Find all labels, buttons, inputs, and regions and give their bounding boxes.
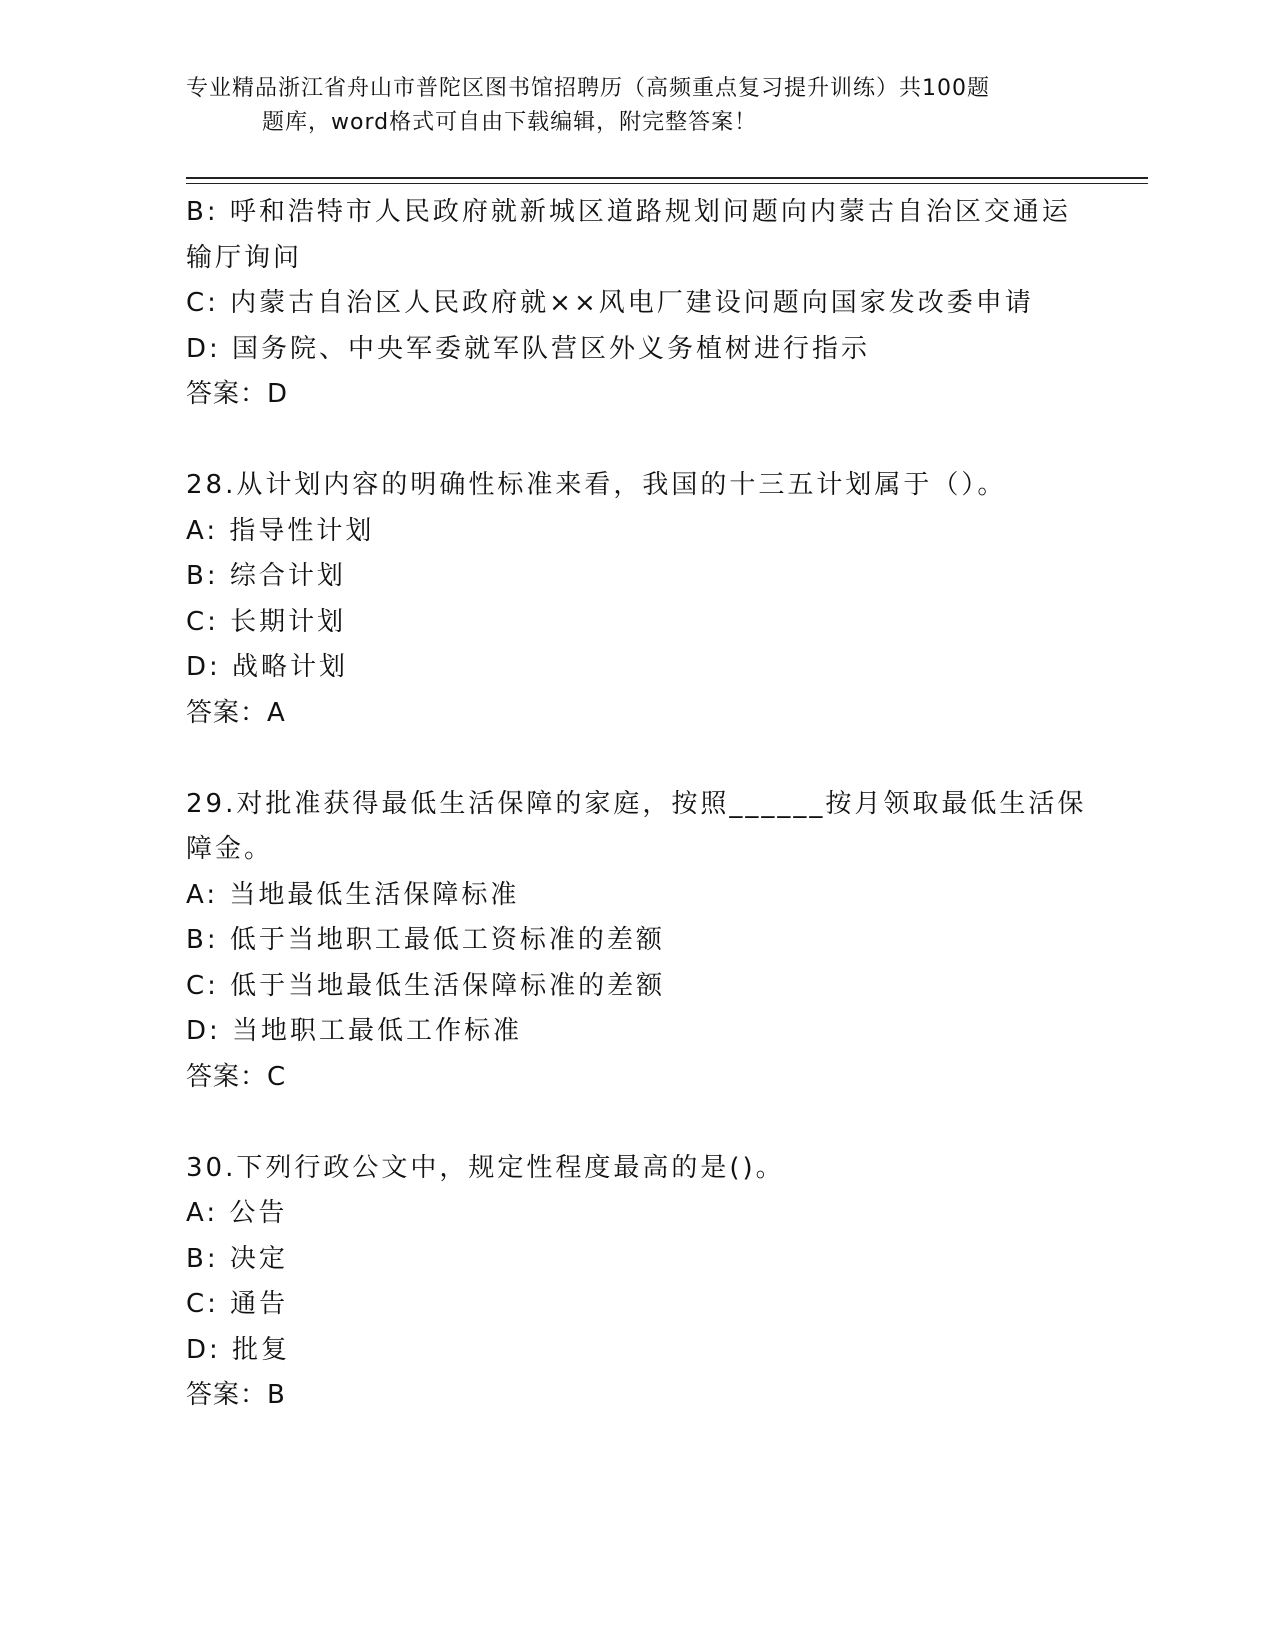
option-a: A: 当地最低生活保障标准 [186, 879, 520, 910]
spacer [186, 1100, 1086, 1146]
header-rule-thick [186, 177, 1148, 179]
question-stem: 30.下列行政公文中，规定性程度最高的是()。 [186, 1152, 785, 1183]
question-stem: 28.从计划内容的明确性标准来看，我国的十三五计划属于（）。 [186, 470, 1007, 500]
option-c: C: 低于当地最低生活保障标准的差额 [186, 970, 666, 1001]
header-title-line2: 题库，word格式可自由下载编辑，附完整答案！ [262, 110, 758, 135]
question-30 [186, 1146, 1086, 1419]
option-c: C: 通告 [186, 1289, 289, 1319]
question-28 [186, 463, 1086, 736]
question-content [186, 190, 1086, 1419]
option-b-continued: 输厅询问 [186, 242, 303, 273]
option-d: D: 战略计划 [186, 652, 349, 682]
answer: 答案：A [186, 697, 286, 728]
option-c: C: 内蒙古自治区人民政府就××风电厂建设问题向国家发改委申请 [186, 288, 1034, 318]
option-a: A: 指导性计划 [186, 515, 375, 546]
question-27-tail [186, 190, 1086, 418]
header-rule-thin [186, 183, 1148, 184]
question-29 [186, 782, 1086, 1101]
option-a: A: 公告 [186, 1198, 288, 1228]
option-b: B: 综合计划 [186, 561, 346, 591]
option-b: B: 决定 [186, 1243, 288, 1274]
answer: 答案：B [186, 1380, 286, 1410]
spacer [186, 736, 1086, 782]
header-title-line1: 专业精品浙江省舟山市普陀区图书馆招聘历（高频重点复习提升训练）共100题 [186, 76, 990, 101]
spacer [186, 418, 1086, 464]
question-stem-continued: 障金。 [186, 834, 274, 864]
option-d: D: 当地职工最低工作标准 [186, 1016, 523, 1046]
question-stem: 29.对批准获得最低生活保障的家庭，按照______按月领取最低生活保 [186, 788, 1087, 819]
option-b: B: 低于当地职工最低工资标准的差额 [186, 925, 665, 955]
option-c: C: 长期计划 [186, 606, 347, 637]
option-b: B: 呼和浩特市人民政府就新城区道路规划问题向内蒙古自治区交通运 [186, 197, 1071, 227]
answer: 答案：D [186, 379, 289, 409]
option-d: D: 国务院、中央军委就军队营区外义务植树进行指示 [186, 333, 871, 364]
document-header [186, 72, 1066, 140]
option-d: D: 批复 [186, 1334, 291, 1365]
answer: 答案：C [186, 1061, 287, 1092]
